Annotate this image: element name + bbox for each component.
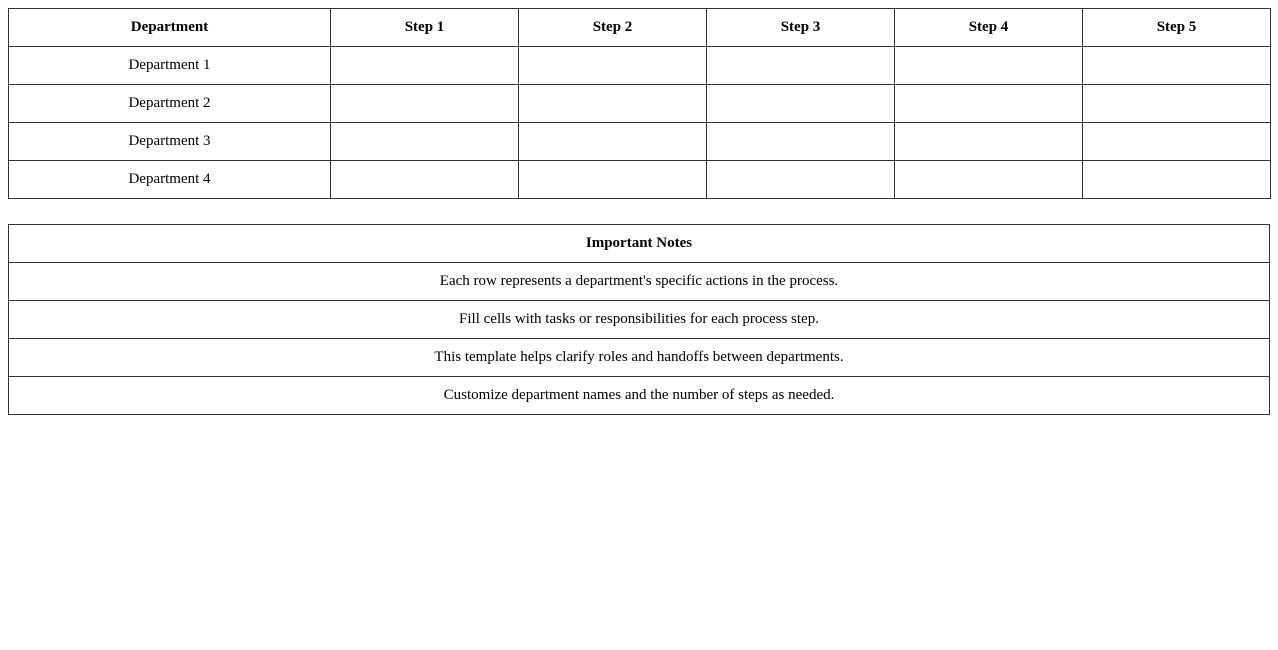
step-cell[interactable] [1083,85,1271,123]
step-cell[interactable] [1083,161,1271,199]
header-step-3: Step 3 [707,9,895,47]
step-cell[interactable] [519,85,707,123]
step-cell[interactable] [707,123,895,161]
department-name-cell: Department 2 [9,85,331,123]
table-row [9,123,1271,161]
note-text: This template helps clarify roles and handoffs between departments. [9,339,1270,377]
note-text: Customize department names and the number of steps as needed. [9,377,1270,415]
note-row [9,377,1270,415]
notes-header-row [9,225,1270,263]
table-row [9,85,1271,123]
header-step-2: Step 2 [519,9,707,47]
department-name-cell: Department 3 [9,123,331,161]
note-row [9,339,1270,377]
header-step-4: Step 4 [895,9,1083,47]
step-cell[interactable] [895,161,1083,199]
step-cell[interactable] [895,123,1083,161]
table-row [9,161,1271,199]
department-name-cell: Department 1 [9,47,331,85]
step-cell[interactable] [331,47,519,85]
notes-title: Important Notes [9,225,1270,263]
table-row [9,47,1271,85]
step-cell[interactable] [895,85,1083,123]
header-department: Department [9,9,331,47]
notes-table [8,224,1270,415]
table-header-row [9,9,1271,47]
step-cell[interactable] [519,47,707,85]
step-cell[interactable] [895,47,1083,85]
header-step-5: Step 5 [1083,9,1271,47]
step-cell[interactable] [707,85,895,123]
step-cell[interactable] [707,47,895,85]
step-cell[interactable] [707,161,895,199]
header-step-1: Step 1 [331,9,519,47]
step-cell[interactable] [519,123,707,161]
department-name-cell: Department 4 [9,161,331,199]
process-table [8,8,1271,199]
step-cell[interactable] [519,161,707,199]
note-row [9,301,1270,339]
step-cell[interactable] [331,123,519,161]
step-cell[interactable] [1083,123,1271,161]
step-cell[interactable] [1083,47,1271,85]
note-text: Each row represents a department's specific actions in the process. [9,263,1270,301]
note-row [9,263,1270,301]
step-cell[interactable] [331,161,519,199]
step-cell[interactable] [331,85,519,123]
note-text: Fill cells with tasks or responsibilities for each process step. [9,301,1270,339]
